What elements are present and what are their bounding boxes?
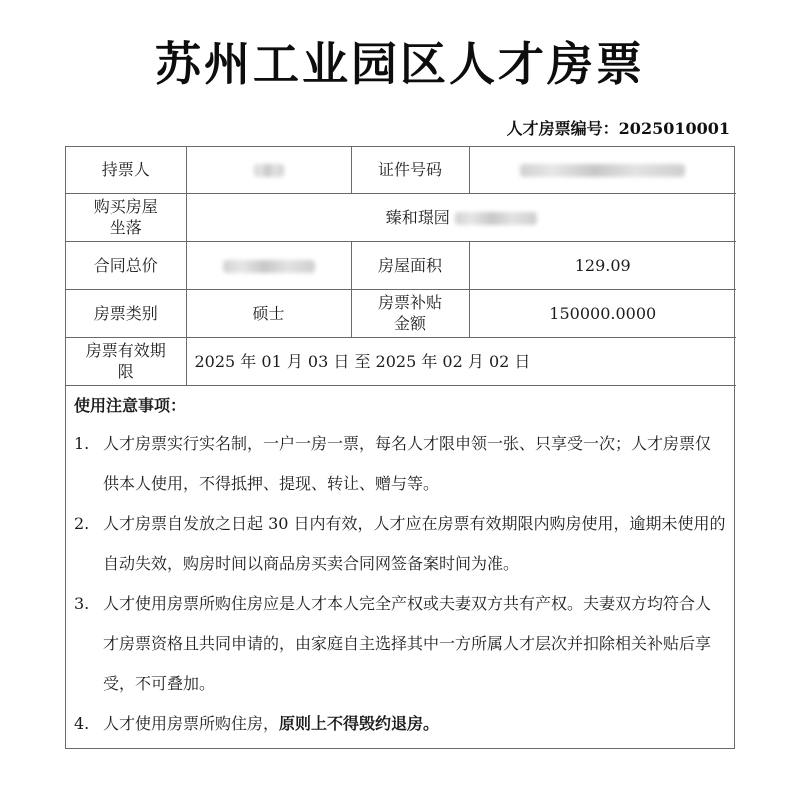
redacted-address: [455, 212, 537, 225]
holder-label: 持票人: [66, 147, 186, 193]
holder-value: [186, 147, 351, 193]
address-label: 购买房屋坐落: [66, 193, 186, 241]
table-row: [66, 337, 736, 385]
id-value: [469, 147, 736, 193]
note-item: [66, 424, 734, 504]
note-item: [66, 584, 734, 704]
usage-notes: [66, 386, 734, 744]
address-text: 臻和璟园: [385, 207, 450, 227]
redacted-holder: [254, 164, 284, 177]
subsidy-value: 150000.0000: [469, 289, 736, 337]
subsidy-label: 房票补贴金额: [351, 289, 469, 337]
note-text: 人才使用房票所购住房，: [103, 713, 280, 733]
ticket-number-label: 人才房票编号：: [506, 119, 619, 138]
note-text: 人才房票自发放之日起 30 日内有效，人才应在房票有效期限内购房使用，逾期未使用的自动失效，购房时间以商品房买卖合同网签备案时间为准。: [103, 513, 726, 573]
note-number: 3.: [74, 593, 90, 613]
ticket-info-table: [66, 147, 736, 386]
contract-price-label: 合同总价: [66, 241, 186, 289]
ticket-type-label: 房票类别: [66, 289, 186, 337]
note-number: 2.: [74, 513, 90, 533]
validity-value: 2025 年 01 月 03 日 至 2025 年 02 月 02 日: [186, 337, 736, 385]
area-value: 129.09: [469, 241, 736, 289]
notes-title: 使用注意事项：: [74, 395, 187, 415]
note-text: 人才使用房票所购住房应是人才本人完全产权或夫妻双方共有产权。夫妻双方均符合人才房票资格且共同申请的，由家庭自主选择其中一方所属人才层次并扣除相关补贴后享受，不可叠加。: [103, 593, 712, 693]
note-item: [66, 704, 734, 744]
ticket-number-value: 2025010001: [618, 119, 730, 138]
ticket-type-value: 硕士: [186, 289, 351, 337]
table-row: [66, 289, 736, 337]
note-text: 人才房票实行实名制，一户一房一票，每名人才限申领一张、只享受一次；人才房票仅供本人使用，不得抵押、提现、转让、赠与等。: [103, 433, 712, 493]
ticket-card: [65, 146, 735, 749]
table-row: [66, 147, 736, 193]
table-row: [66, 241, 736, 289]
address-value: [186, 193, 736, 241]
validity-label: 房票有效期限: [66, 337, 186, 385]
note-item: [66, 504, 734, 584]
area-label: 房屋面积: [351, 241, 469, 289]
redacted-contract-price: [223, 260, 315, 273]
note-number: 1.: [74, 433, 90, 453]
ticket-number: [507, 116, 730, 139]
contract-price-value: [186, 241, 351, 289]
redacted-id-number: [520, 164, 685, 177]
table-row: [66, 193, 736, 241]
document-title: 苏州工业园区人才房票: [155, 37, 645, 91]
id-label: 证件号码: [351, 147, 469, 193]
note-number: 4.: [74, 713, 90, 733]
note-emphasis: 原则上不得毁约退房。: [279, 713, 440, 733]
